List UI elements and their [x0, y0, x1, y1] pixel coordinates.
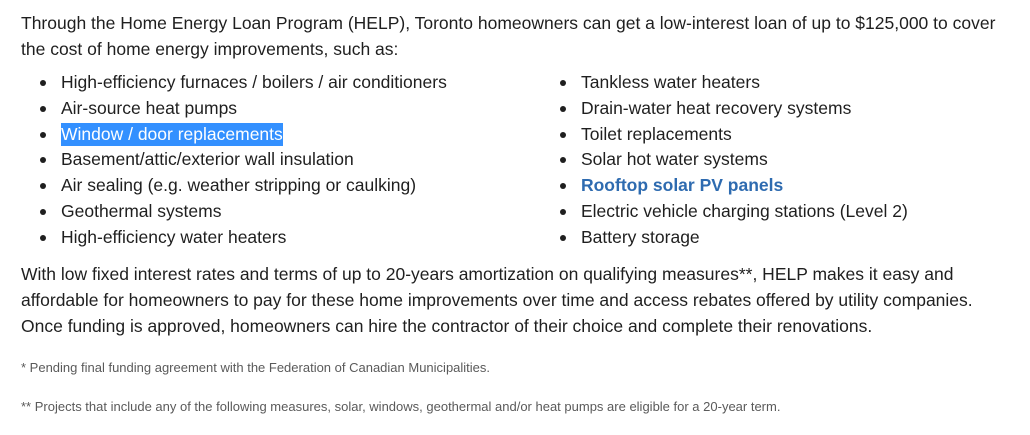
improvements-lists: [21, 70, 1010, 251]
bullet-icon: [40, 106, 46, 112]
list-item: [559, 96, 1010, 122]
footnote-funding: * Pending final funding agreement with the Federation of Canadian Municipalities.: [21, 359, 491, 375]
bullet-icon: [40, 157, 46, 163]
bullet-icon: [40, 132, 46, 138]
list-item: [39, 173, 541, 199]
bullet-icon: [560, 80, 566, 86]
selected-text[interactable]: Window / door replacements: [61, 123, 283, 144]
list-item-label: Battery storage: [580, 226, 700, 247]
bullet-icon: [560, 209, 566, 215]
bullet-icon: [40, 183, 46, 189]
list-item: [39, 199, 541, 225]
list-item: [559, 70, 1010, 96]
list-item: [39, 96, 541, 122]
list-item: [559, 173, 1010, 199]
bullet-icon: [560, 132, 566, 138]
list-item: [39, 225, 541, 251]
list-item: [559, 147, 1010, 173]
bullet-icon: [40, 235, 46, 241]
improvements-list-left: [21, 70, 541, 251]
list-item-label: Electric vehicle charging stations (Level 2): [580, 200, 908, 221]
list-item: [559, 225, 1010, 251]
improvements-list-right: [541, 70, 1010, 251]
rooftop-solar-link[interactable]: Rooftop solar PV panels: [580, 175, 784, 196]
bullet-icon: [40, 80, 46, 86]
bullet-icon: [560, 235, 566, 241]
list-item-label: Basement/attic/exterior wall insulation: [61, 149, 354, 170]
list-item-label: High-efficiency water heaters: [61, 226, 287, 247]
list-item-selected: [39, 122, 541, 148]
list-item: [39, 147, 541, 173]
list-item: [559, 122, 1010, 148]
list-item: [39, 70, 541, 96]
list-item: [559, 199, 1010, 225]
list-item-label: Air sealing (e.g. weather stripping or caulking): [61, 175, 417, 196]
bullet-icon: [560, 157, 566, 163]
list-item-label: Solar hot water systems: [580, 149, 768, 170]
list-item-label: Tankless water heaters: [580, 72, 760, 92]
bullet-icon: [40, 209, 46, 215]
intro-paragraph: Through the Home Energy Loan Program (HELP), Toronto homeowners can get a low-interest loan of up to $125,000 to cover the cost of home energy improvements, such as:: [21, 13, 996, 59]
footnote-projects: ** Projects that include any of the following measures, solar, windows, geothermal and/or heat pumps are eligible for a 20-year term.: [21, 398, 781, 414]
bullet-icon: [560, 106, 566, 112]
list-item-label: Air-source heat pumps: [61, 97, 238, 118]
list-item-label: Toilet replacements: [580, 123, 732, 144]
list-item-label: Geothermal systems: [61, 200, 222, 221]
list-item-label: High-efficiency furnaces / boilers / air conditioners: [61, 72, 447, 92]
bullet-icon: [560, 183, 566, 189]
list-item-label: Drain-water heat recovery systems: [580, 97, 852, 118]
body-paragraph: With low fixed interest rates and terms of up to 20-years amortization on qualifying measures**, HELP makes it easy and affordable for homeowners to pay for these home improvements over time and access rebates offered by utility companies. Once funding is approved, homeowners can hire the contractor of their choice and complete their renovations.: [21, 263, 973, 336]
